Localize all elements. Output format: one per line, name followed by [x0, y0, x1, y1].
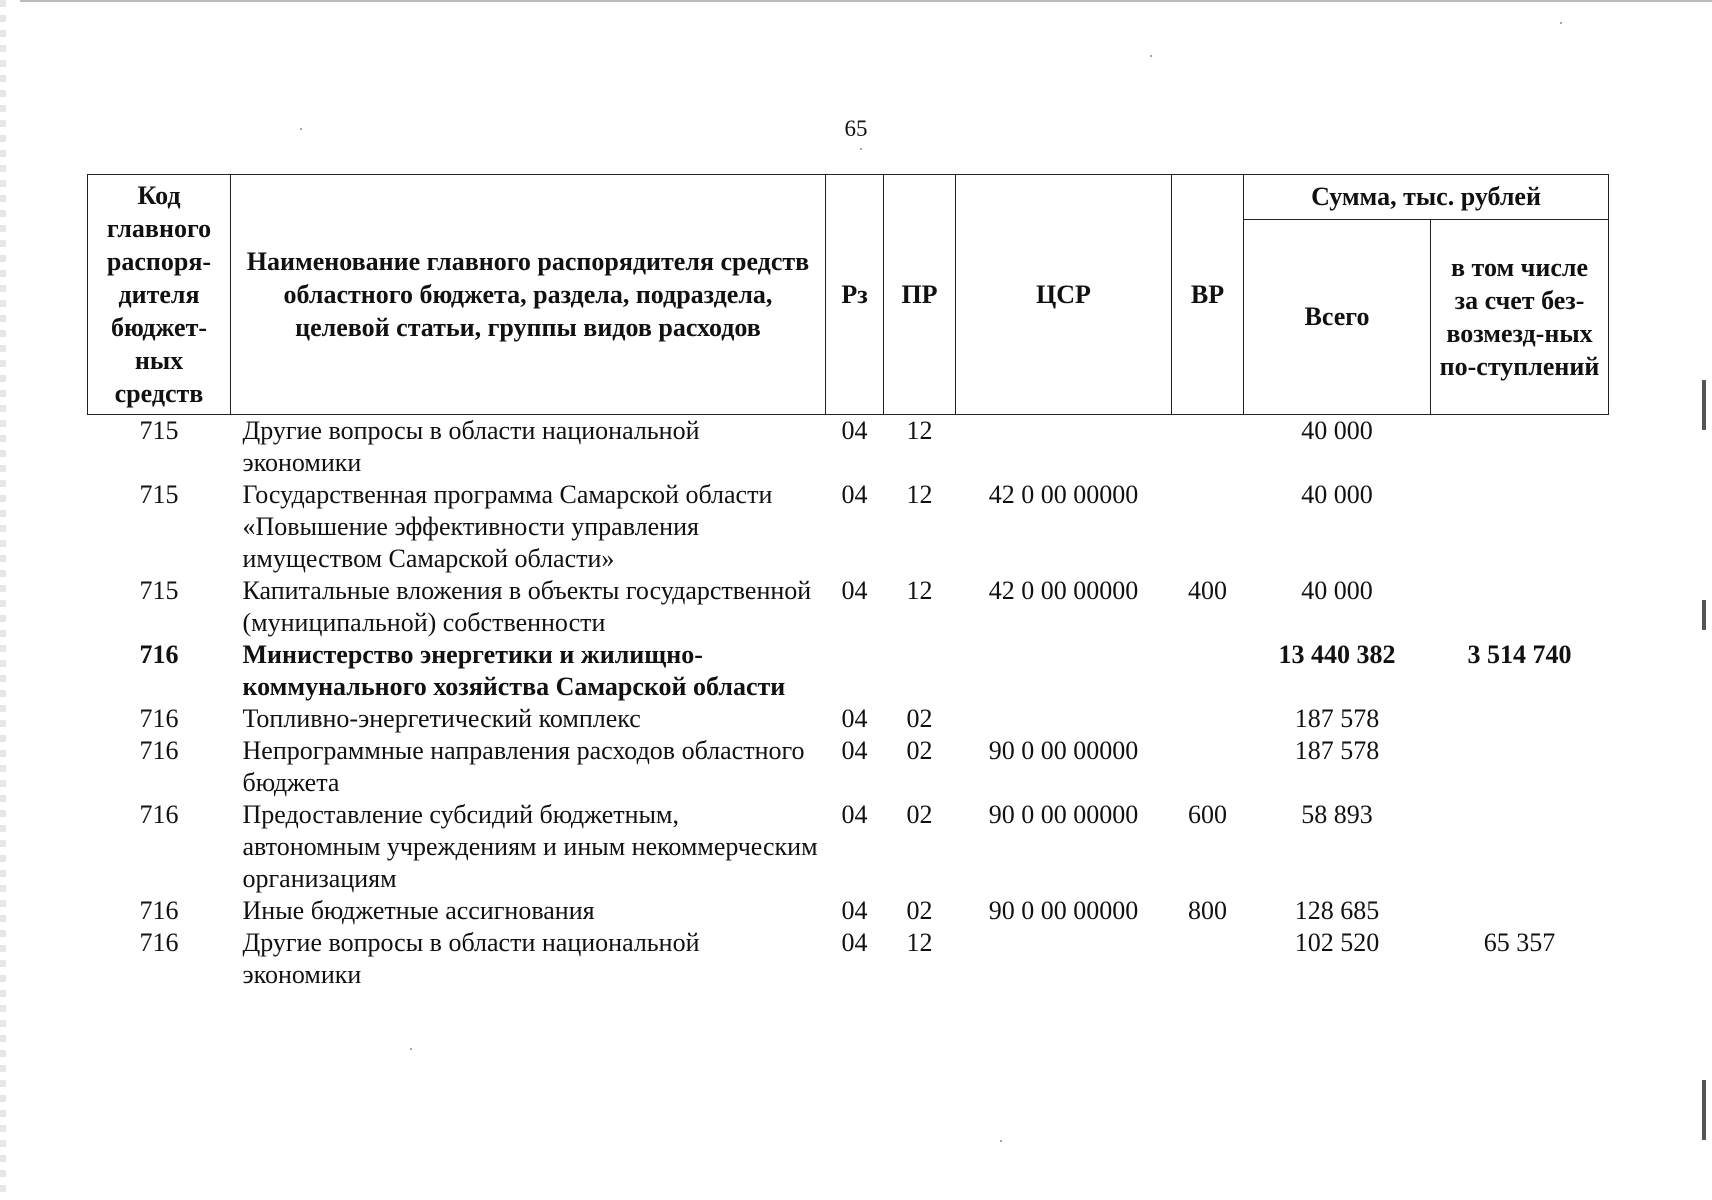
scan-speck [1000, 1140, 1002, 1142]
cell-vr [1172, 703, 1244, 735]
cell-total: 13 440 382 [1278, 640, 1396, 669]
cell-pr [884, 639, 956, 703]
page-number: 65 [844, 116, 868, 141]
cell-total: 40 000 [1301, 416, 1373, 445]
cell-rz: 04 [841, 704, 868, 733]
cell-name: Предоставление субсидий бюджетным, автономным учреждениям и иным некоммерческим организациям [242, 800, 818, 893]
cell-vr [1172, 415, 1244, 480]
cell-rz: 04 [841, 480, 868, 509]
cell-pr: 12 [906, 416, 933, 445]
cell-rz [826, 639, 884, 703]
cell-rz: 04 [841, 928, 868, 957]
cell-name: Министерство энергетики и жилищно-коммунального хозяйства Самарской области [242, 640, 786, 701]
cell-pr: 02 [906, 896, 933, 925]
table-row [88, 639, 1609, 703]
table-row [88, 895, 1609, 927]
cell-pr: 12 [906, 480, 933, 509]
cell-pr: 02 [906, 800, 933, 829]
header-pr: ПР [884, 175, 956, 415]
scan-mark-right [1702, 600, 1706, 630]
header-vr: ВР [1172, 175, 1244, 415]
cell-vr: 600 [1188, 800, 1227, 829]
cell-vr [1172, 639, 1244, 703]
cell-csr [956, 415, 1172, 480]
cell-rz: 04 [841, 576, 868, 605]
header-total: Всего [1244, 220, 1431, 415]
cell-rz: 04 [841, 416, 868, 445]
table-row [88, 415, 1609, 480]
cell-total: 58 893 [1301, 800, 1373, 829]
cell-pr: 12 [906, 928, 933, 957]
cell-rz: 04 [841, 800, 868, 829]
cell-csr: 90 0 00 00000 [988, 896, 1139, 925]
cell-rz: 04 [841, 896, 868, 925]
cell-code: 716 [139, 704, 179, 733]
scan-speck [1150, 55, 1152, 57]
scan-speck [860, 148, 862, 150]
cell-code: 716 [139, 736, 179, 765]
cell-code: 715 [139, 576, 179, 605]
cell-total: 40 000 [1301, 480, 1373, 509]
cell-gratis [1431, 895, 1609, 927]
cell-vr [1172, 479, 1244, 575]
scan-mark-right [1702, 1080, 1706, 1140]
table-row [88, 735, 1609, 799]
cell-vr: 800 [1188, 896, 1227, 925]
cell-code: 715 [139, 480, 179, 509]
table-row [88, 479, 1609, 575]
cell-vr [1172, 735, 1244, 799]
cell-name: Другие вопросы в области национальной экономики [242, 416, 700, 477]
header-sum-group: Сумма, тыс. рублей [1244, 175, 1609, 220]
cell-gratis [1431, 703, 1609, 735]
cell-csr [956, 703, 1172, 735]
scan-speck [1560, 22, 1562, 24]
cell-gratis [1431, 575, 1609, 639]
cell-gratis [1431, 735, 1609, 799]
table-row [88, 703, 1609, 735]
cell-total: 187 578 [1294, 736, 1380, 765]
table-row [88, 575, 1609, 639]
cell-code: 716 [139, 928, 179, 957]
cell-name: Государственная программа Самарской области «Повышение эффективности управления имуществом Самарской области» [242, 480, 773, 573]
scan-edge-left [0, 0, 6, 1200]
header-name: Наименование главного распорядителя средств областного бюджета, раздела, подраздела, целевой статьи, группы видов расходов [231, 175, 826, 415]
cell-vr [1172, 927, 1244, 991]
cell-name: Непрограммные направления расходов областного бюджета [242, 736, 805, 797]
cell-code: 715 [139, 416, 179, 445]
scan-edge-top [20, 0, 1712, 2]
header-csr: ЦСР [956, 175, 1172, 415]
cell-csr: 42 0 00 00000 [988, 576, 1139, 605]
cell-vr: 400 [1188, 576, 1227, 605]
cell-total: 102 520 [1294, 928, 1380, 957]
cell-csr: 42 0 00 00000 [988, 480, 1139, 509]
cell-name: Иные бюджетные ассигнования [242, 896, 595, 925]
table-row [88, 799, 1609, 895]
table-row [88, 927, 1609, 991]
cell-csr [956, 639, 1172, 703]
scan-speck [410, 1048, 412, 1050]
cell-gratis [1431, 479, 1609, 575]
cell-name: Другие вопросы в области национальной экономики [242, 928, 700, 989]
cell-total: 187 578 [1294, 704, 1380, 733]
cell-pr: 02 [906, 736, 933, 765]
cell-code: 716 [139, 800, 179, 829]
cell-csr: 90 0 00 00000 [988, 800, 1139, 829]
cell-gratis: 3 514 740 [1467, 640, 1572, 669]
header-rz: Рз [826, 175, 884, 415]
cell-total: 40 000 [1301, 576, 1373, 605]
cell-pr: 02 [906, 704, 933, 733]
cell-gratis: 65 357 [1483, 928, 1556, 957]
cell-rz: 04 [841, 736, 868, 765]
cell-total: 128 685 [1294, 896, 1380, 925]
cell-csr [956, 927, 1172, 991]
header-code: Код главного распоря-дителя бюджет-ных средств [88, 175, 231, 415]
budget-table [87, 174, 1609, 991]
cell-pr: 12 [906, 576, 933, 605]
cell-name: Капитальные вложения в объекты государственной (муниципальной) собственности [242, 576, 812, 637]
scan-mark-right [1702, 380, 1706, 430]
cell-name: Топливно-энергетический комплекс [242, 704, 641, 733]
cell-gratis [1431, 799, 1609, 895]
cell-gratis [1431, 415, 1609, 480]
header-gratis: в том числе за счет без-возмезд-ных по-ступлений [1431, 220, 1609, 415]
cell-code: 716 [139, 640, 179, 669]
cell-code: 716 [139, 896, 179, 925]
table-body [88, 415, 1609, 992]
cell-csr: 90 0 00 00000 [988, 736, 1139, 765]
